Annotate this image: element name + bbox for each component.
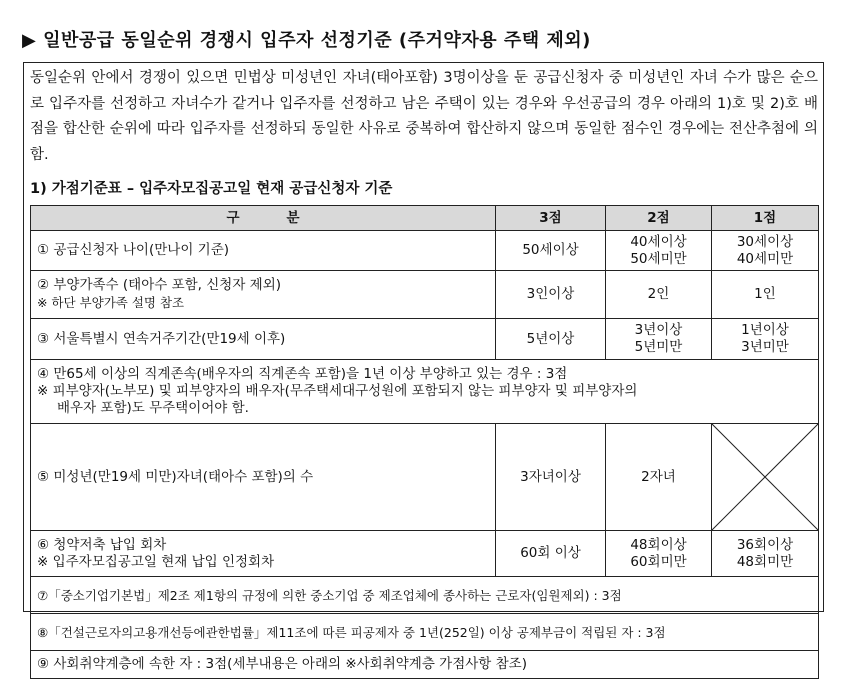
row5-label: ⑤ 미성년(만19세 미만)자녀(태아수 포함)의 수 — [31, 424, 496, 531]
table-row — [31, 577, 819, 614]
row3-2pt-line2: 5년미만 — [634, 339, 683, 355]
table-row — [31, 231, 819, 271]
header-1pt: 1점 — [712, 206, 819, 231]
table-header-row — [31, 206, 819, 231]
cross-mark-icon — [712, 424, 818, 530]
row2-label: ② 부양가족수 (태아수 포함, 신청자 제외) — [37, 277, 281, 293]
header-2pt: 2점 — [606, 206, 712, 231]
row6-label: ⑥ 청약저축 납입 회차 — [37, 536, 167, 553]
table-subheading: 1) 가점기준표 – 입주자모집공고일 현재 공급신청자 기준 — [30, 181, 393, 197]
row4-line1: ④ 만65세 이상의 직계존속(배우자의 직계존속 포함)을 1년 이상 부양하고 있는 경우 : 3점 — [37, 366, 568, 382]
row6-1pt-line1: 36회이상 — [736, 536, 794, 553]
row2-3pt: 3인이상 — [496, 271, 606, 319]
table-row — [31, 531, 819, 577]
row3-1pt-line2: 3년미만 — [741, 339, 789, 355]
table-row — [31, 424, 819, 531]
row6-2pt-line1: 48회이상 — [630, 536, 687, 553]
row5-1pt-crossed — [712, 424, 819, 531]
row3-1pt-line1: 1년이상 — [741, 322, 789, 338]
row6-1pt-line2: 48회미만 — [736, 553, 794, 570]
table-row — [31, 360, 819, 424]
row9-cell: ⑨ 사회취약계층에 속한 자 : 3점(세부내용은 아래의 ※사회취약계층 가점사항 참조) — [31, 651, 819, 679]
row3-2pt — [606, 319, 712, 360]
row1-3pt: 50세이상 — [496, 231, 606, 271]
row1-label: ① 공급신청자 나이(만나이 기준) — [31, 231, 496, 271]
table-row — [31, 319, 819, 360]
row3-label: ③ 서울특별시 연속거주기간(만19세 이후) — [31, 319, 496, 360]
row3-2pt-line1: 3년이상 — [634, 322, 683, 338]
table-row — [31, 651, 819, 679]
row4-line3: 배우자 포함)도 무주택이어야 함. — [57, 400, 249, 416]
criteria-table — [30, 205, 819, 679]
row4-cell — [31, 360, 819, 424]
row2-1pt: 1인 — [712, 271, 819, 319]
header-category: 구 분 — [31, 206, 496, 231]
row2-note: ※ 하단 부양가족 설명 참조 — [37, 295, 185, 310]
row3-3pt: 5년이상 — [496, 319, 606, 360]
intro-paragraph: 동일순위 안에서 경쟁이 있으면 민법상 미성년인 자녀(태아포함) 3명이상을 둔 공급신청자 중 미성년인 자녀 수가 많은 순으로 입주자를 선정하고 자녀수가 같거나 입주자를 선정하고 남은 주택이 있는 경우와 우선공급의 경우 아래의 1)호 및 2)호 배점을 합산한 순위에 따라 입주자를 선정하되 동일한 사유로 중복하여 합산하지 않으며 동일한 점수인 경우에는 전산추첨에 의함. — [30, 70, 818, 163]
table-row — [31, 614, 819, 651]
row6-2pt — [606, 531, 712, 577]
row2-label-cell — [31, 271, 496, 319]
row1-1pt-line1: 30세이상 — [736, 233, 794, 250]
row2-2pt: 2인 — [606, 271, 712, 319]
row6-2pt-line2: 60회미만 — [630, 553, 687, 570]
row1-1pt-line2: 40세미만 — [736, 250, 794, 267]
row1-1pt — [712, 231, 819, 271]
table-row — [31, 271, 819, 319]
section-title: ▶ 일반공급 동일순위 경쟁시 입주자 선정기준 (주거약자용 주택 제외) — [22, 30, 591, 51]
row6-label-cell — [31, 531, 496, 577]
row1-2pt — [606, 231, 712, 271]
row5-3pt: 3자녀이상 — [496, 424, 606, 531]
row7-cell: ⑦「중소기업기본법」제2조 제1항의 규정에 의한 중소기업 중 제조업체에 종사하는 근로자(임원제외) : 3점 — [31, 577, 819, 614]
row6-3pt: 60회 이상 — [496, 531, 606, 577]
header-3pt: 3점 — [496, 206, 606, 231]
row8-cell: ⑧「건설근로자의고용개선등에관한법률」제11조에 따른 피공제자 중 1년(252일) 이상 공제부금이 적립된 자 : 3점 — [31, 614, 819, 651]
row5-2pt: 2자녀 — [606, 424, 712, 531]
row1-2pt-line1: 40세이상 — [630, 233, 687, 250]
row4-line2: ※ 피부양자(노부모) 및 피부양자의 배우자(무주택세대구성원에 포함되지 않는 피부양자 및 피부양자의 — [37, 383, 638, 399]
row6-note: ※ 입주자모집공고일 현재 납입 인정회차 — [37, 553, 275, 570]
row3-1pt — [712, 319, 819, 360]
row1-2pt-line2: 50세미만 — [630, 250, 687, 267]
row6-1pt — [712, 531, 819, 577]
